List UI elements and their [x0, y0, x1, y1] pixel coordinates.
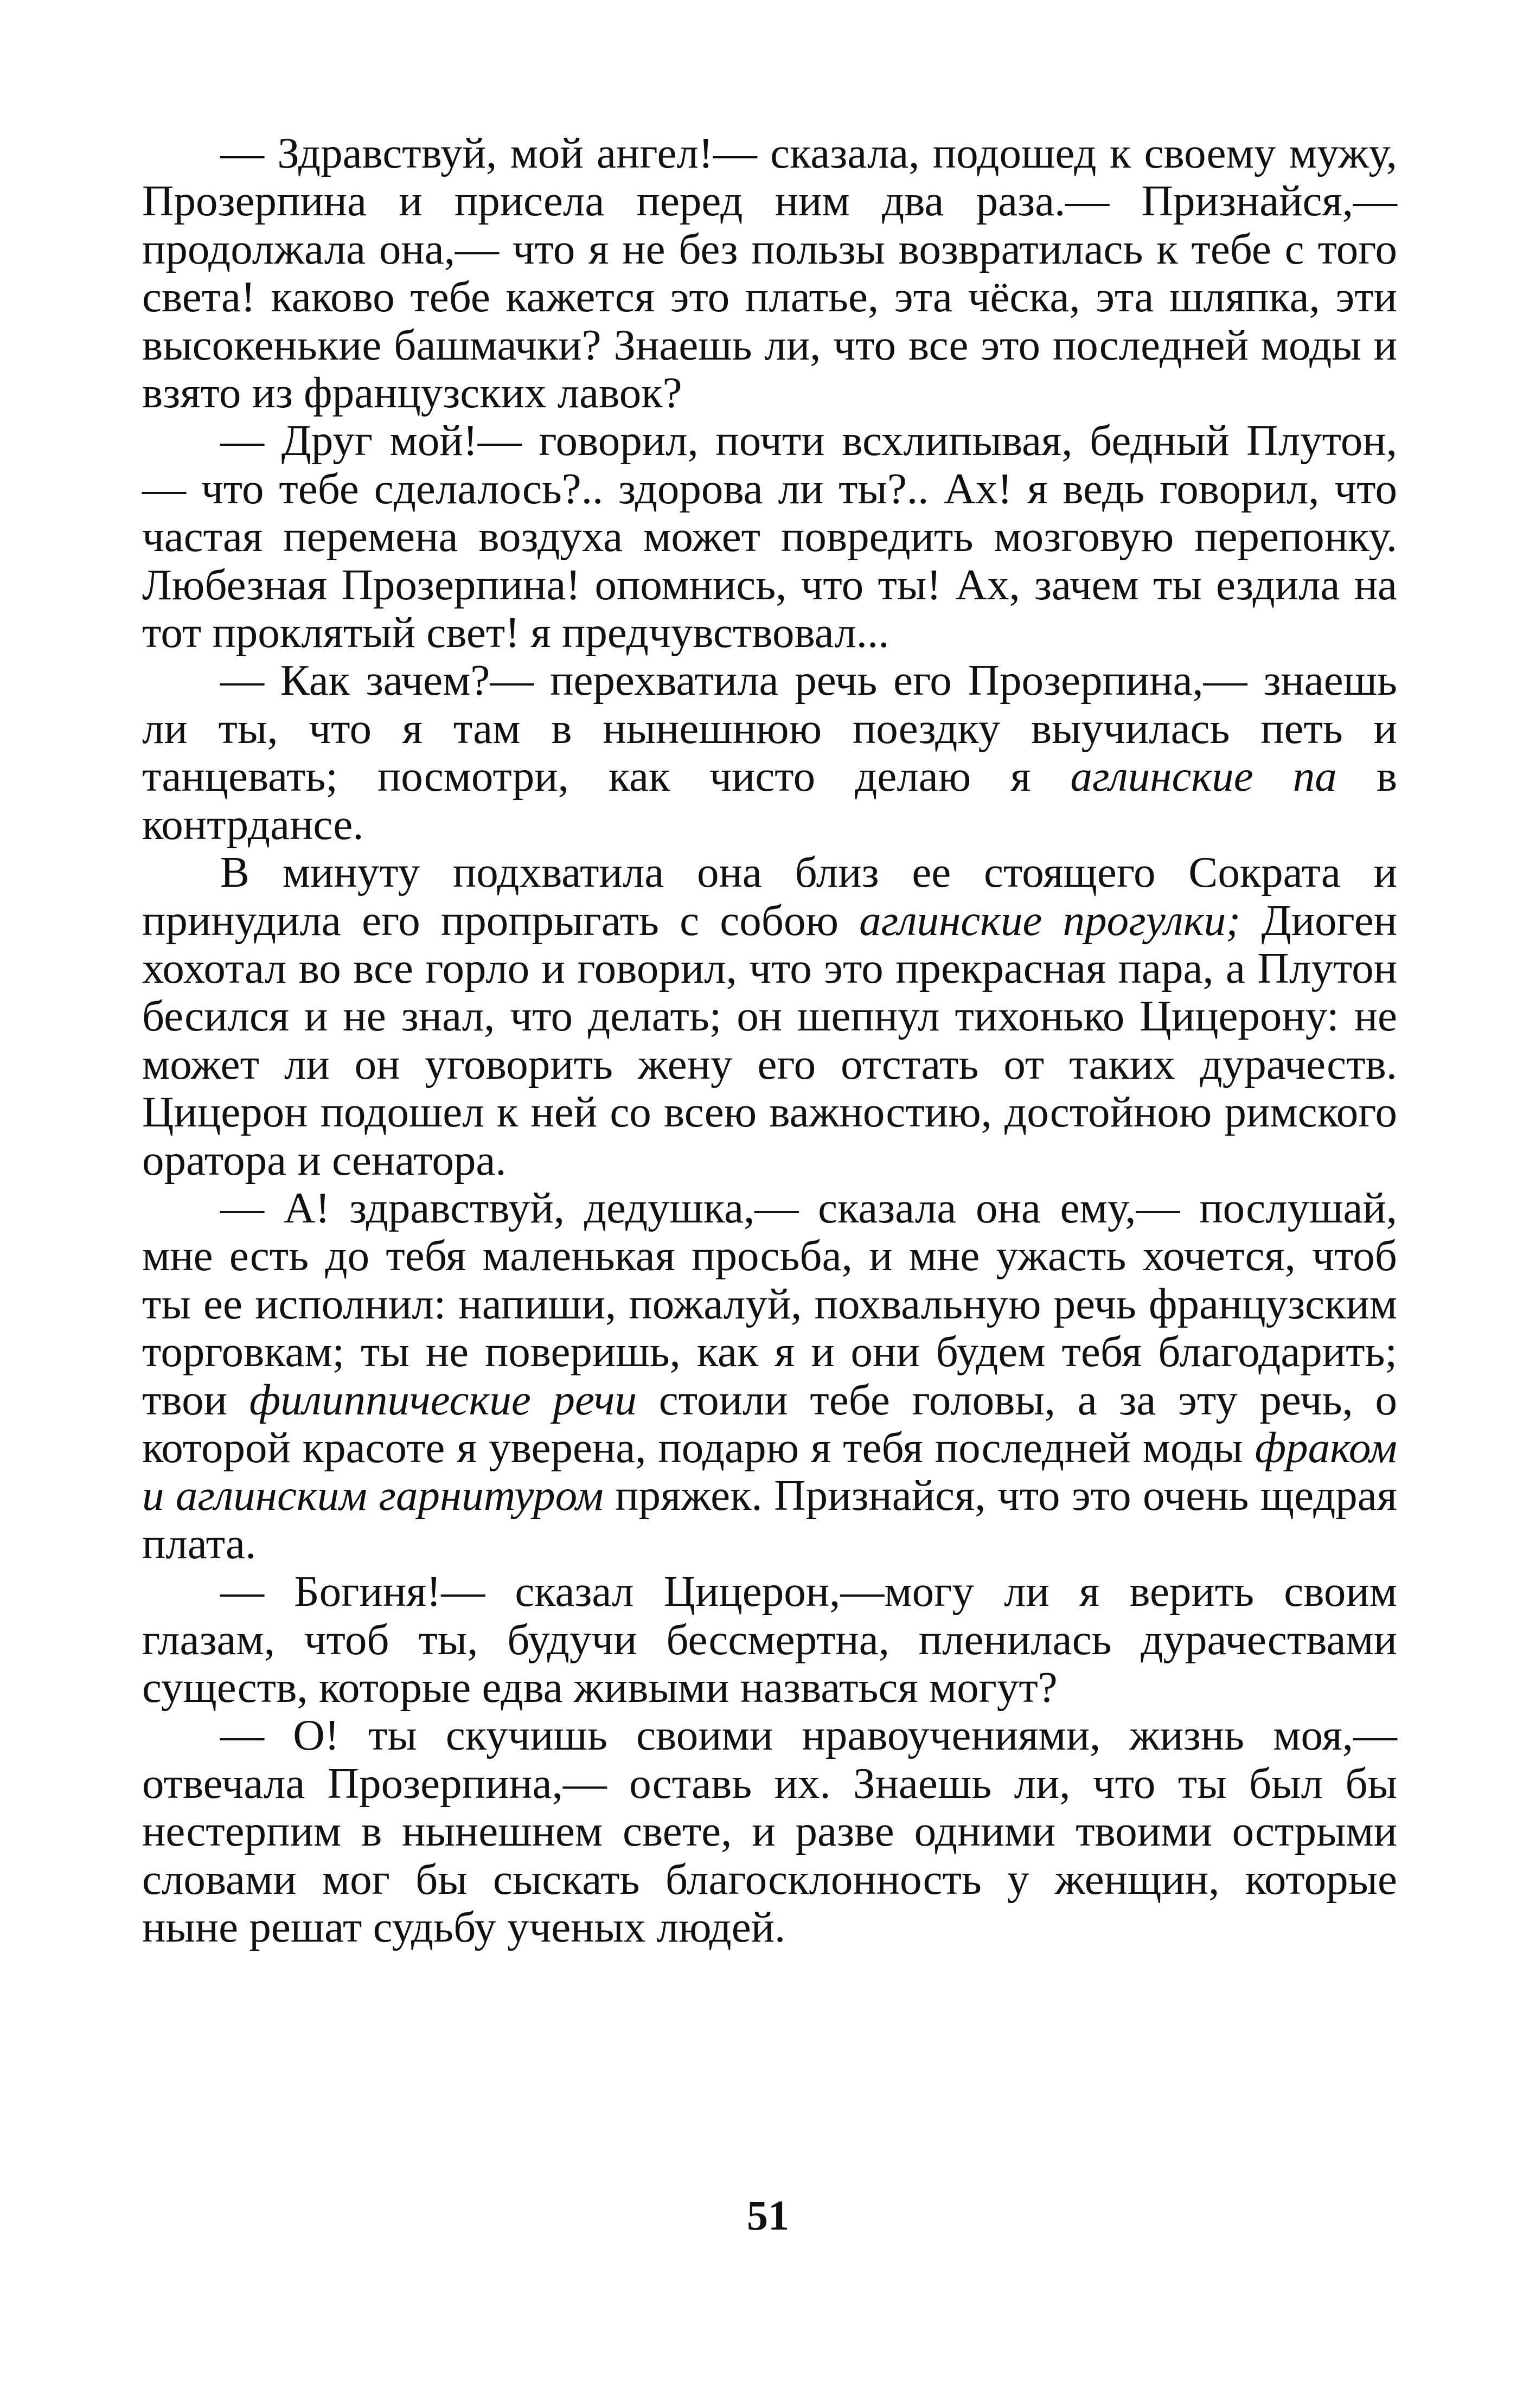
text-run: — Друг мой!— говорил, почти всхлипывая, бедный Плутон,— что тебе сделалось?.. здорова ли ты?.. Ах! я ведь говорил, что частая перемена воздуха может повредить мозговую перепонку. Любезная Прозерпина! опомнись, что ты! Ах, зачем ты ездила на тот проклятый свет! я предчувствовал...: [142, 416, 1397, 657]
italic-text: филиппические речи: [249, 1375, 637, 1424]
text-run: — Как зачем?— перехватила речь его Прозерпина,— знаешь ли ты, что я там в нынешнюю поездку выучилась петь и танцевать; посмотри, как чисто делаю я: [142, 656, 1397, 801]
paragraph: [142, 1567, 1397, 1711]
paragraph: [142, 1184, 1397, 1567]
paragraph: [142, 417, 1397, 656]
text-run: — О! ты скучишь своими нравоучениями, жизнь моя,— отвечала Прозерпина,— оставь их. Знаешь ли, что ты был бы нестерпим в нынешнем свете, и разве одними твоими острыми словами мог бы сыскать благосклонность у женщин, которые ныне решат судьбу ученых людей.: [142, 1711, 1397, 1952]
page-number: 51: [747, 2192, 789, 2239]
italic-text: аглинские па: [1070, 752, 1337, 801]
text-run: пряжек. Признайся, что это очень щедрая плата.: [142, 1471, 1397, 1568]
italic-text: аглинские прогулки;: [859, 895, 1241, 945]
italic-text: фраком и аглинским гарнитуром: [142, 1423, 1397, 1520]
text-run: стоили тебе головы, а за эту речь, о которой красоте я уверена, подарю я тебя последней моды: [142, 1375, 1398, 1472]
paragraph: [142, 656, 1397, 848]
body-text: [142, 129, 1397, 1951]
text-run: — Богиня!— сказал Цицерон,—могу ли я верить своим глазам, чтоб ты, будучи бессмертна, пленилась дурачествами существ, которые едва живыми назваться могут?: [142, 1567, 1397, 1712]
text-run: в контрдансе.: [142, 752, 1397, 849]
paragraph: [142, 848, 1397, 1184]
text-run: Диоген хохотал во все горло и говорил, что это прекрасная пара, а Плутон бесился и не знал, что делать; он шепнул тихонько Цицерону: не может ли он уговорить жену его отстать от таких дурачеств. Цицерон подошел к ней со всею важностию, достойною римского оратора и сенатора.: [142, 895, 1397, 1184]
paragraph: [142, 1711, 1397, 1951]
text-run: — А! здравствуй, дедушка,— сказала она ему,— послушай, мне есть до тебя маленькая просьба, и мне ужасть хочется, чтоб ты ее исполнил: напиши, пожалуй, похвальную речь французским торговкам; ты не поверишь, как я и они будем тебя благодарить; твои: [142, 1183, 1397, 1424]
text-run: В минуту подхватила она близ ее стоящего Сократа и принудила его пропрыгать с собою: [142, 848, 1397, 945]
text-run: — Здравствуй, мой ангел!— сказала, подошед к своему мужу, Прозерпина и присела перед ним два раза.— Признайся,— продолжала она,— что я не без пользы возвратилась к тебе с того света! каково тебе кажется это платье, эта чёска, эта шляпка, эти высокенькие башмачки? Знаешь ли, что все это последней моды и взято из французских лавок?: [142, 129, 1397, 418]
paragraph: [142, 129, 1397, 417]
